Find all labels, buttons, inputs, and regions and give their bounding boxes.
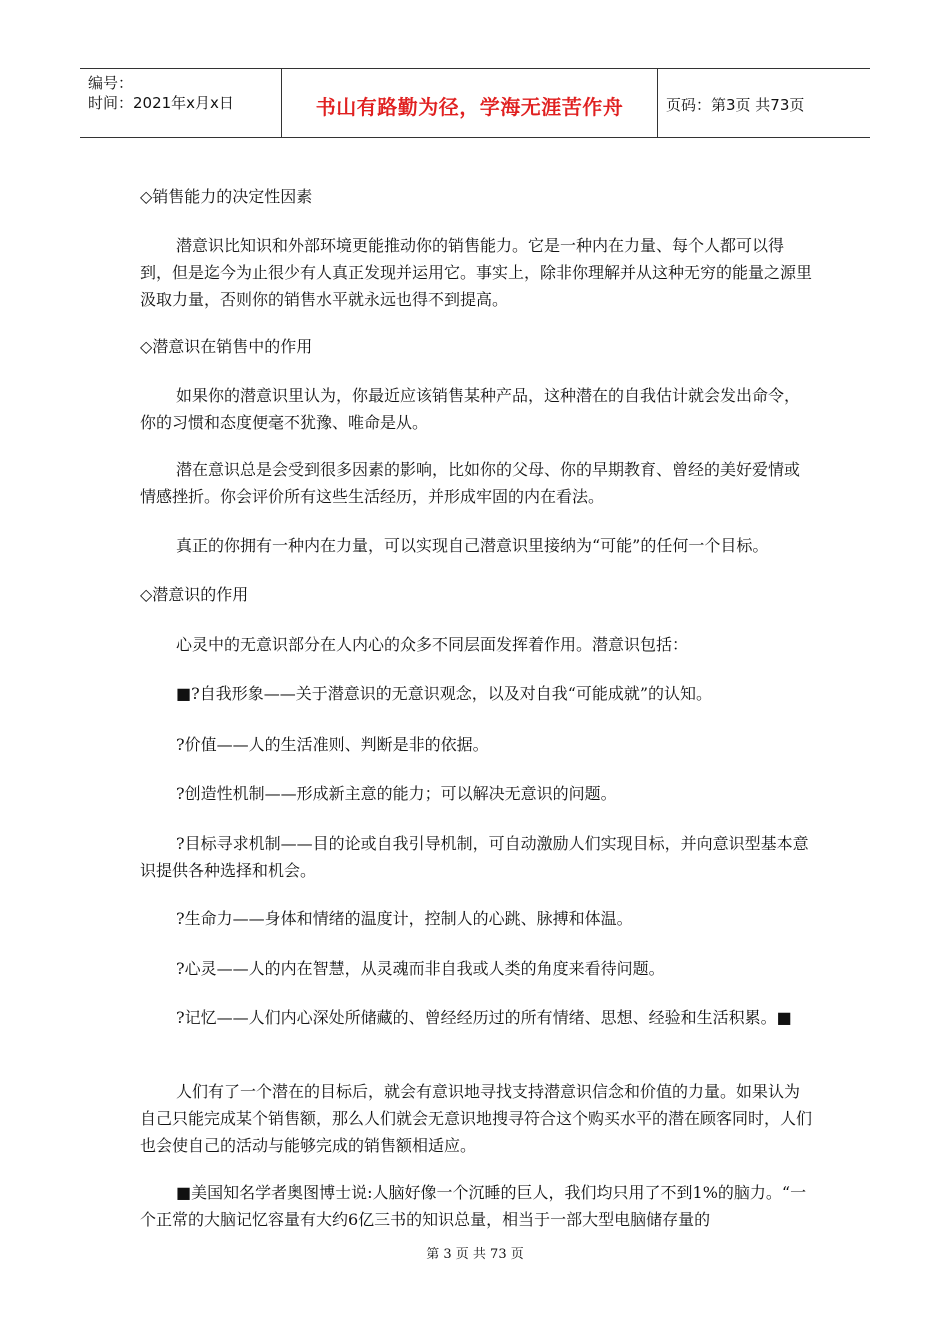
paragraph: 心灵中的无意识部分在人内心的众多不同层面发挥着作用。潜意识包括： xyxy=(176,635,689,654)
paragraph: 如果你的潜意识里认为，你最近应该销售某种产品，这种潜在的自我估计就会发出命令，你的习惯和态度便毫不犹豫、唯命是从。 xyxy=(140,386,801,432)
section-heading: ◇潜意识的作用 xyxy=(140,585,249,604)
header-page-cell xyxy=(658,69,870,137)
list-item: ?价值——人的生活准则、判断是非的依据。 xyxy=(176,735,489,754)
header-page-info: 页码：第3页 共73页 xyxy=(666,96,805,114)
paragraph: 潜在意识总是会受到很多因素的影响，比如你的父母、你的早期教育、曾经的美好爱情或情感挫折。你会评价所有这些生活经历，并形成牢固的内在看法。 xyxy=(140,460,801,506)
paragraph: 真正的你拥有一种内在力量，可以实现自己潜意识里接纳为“可能”的任何一个目标。 xyxy=(176,536,769,555)
list-item: ?记忆——人们内心深处所储藏的、曾经经历过的所有情绪、思想、经验和生活积累。■ xyxy=(176,1008,792,1027)
header-motto: 书山有路勤为径，学海无涯苦作舟 xyxy=(315,95,624,119)
list-item: ?心灵——人的内在智慧，从灵魂而非自我或人类的角度来看待问题。 xyxy=(176,959,665,978)
document-header xyxy=(80,68,870,138)
section-heading: ◇潜意识在销售中的作用 xyxy=(140,337,313,356)
header-meta-cell xyxy=(80,69,282,137)
time-label: 时间：2021年x月x日 xyxy=(88,94,234,112)
list-item: ?创造性机制——形成新主意的能力；可以解决无意识的问题。 xyxy=(176,784,617,803)
page-footer: 第 3 页 共 73 页 xyxy=(426,1247,524,1262)
list-item: ?目标寻求机制——目的论或自我引导机制，可自动激励人们实现目标，并向意识型基本意识提供各种选择和机会。 xyxy=(140,834,809,880)
paragraph: ■美国知名学者奥图博士说:人脑好像一个沉睡的巨人，我们均只用了不到1%的脑力。“一个正常的大脑记忆容量有大约6亿三书的知识总量，相当于一部大型电脑储存量的 xyxy=(140,1183,807,1229)
number-label: 编号： xyxy=(88,74,134,92)
section-heading: ◇销售能力的决定性因素 xyxy=(140,187,313,206)
header-motto-cell xyxy=(282,69,658,137)
list-item: ?生命力——身体和情绪的温度计，控制人的心跳、脉搏和体温。 xyxy=(176,909,633,928)
list-item: ■?自我形象——关于潜意识的无意识观念，以及对自我“可能成就”的认知。 xyxy=(176,684,713,703)
paragraph: 人们有了一个潜在的目标后，就会有意识地寻找支持潜意识信念和价值的力量。如果认为自己只能完成某个销售额，那么人们就会无意识地搜寻符合这个购买水平的潜在顾客同时，人们也会使自己的活动与能够完成的销售额相适应。 xyxy=(140,1082,813,1155)
paragraph: 潜意识比知识和外部环境更能推动你的销售能力。它是一种内在力量、每个人都可以得到，但是迄今为止很少有人真正发现并运用它。事实上，除非你理解并从这种无穷的能量之源里汲取力量，否则你的销售水平就永远也得不到提高。 xyxy=(140,236,813,309)
